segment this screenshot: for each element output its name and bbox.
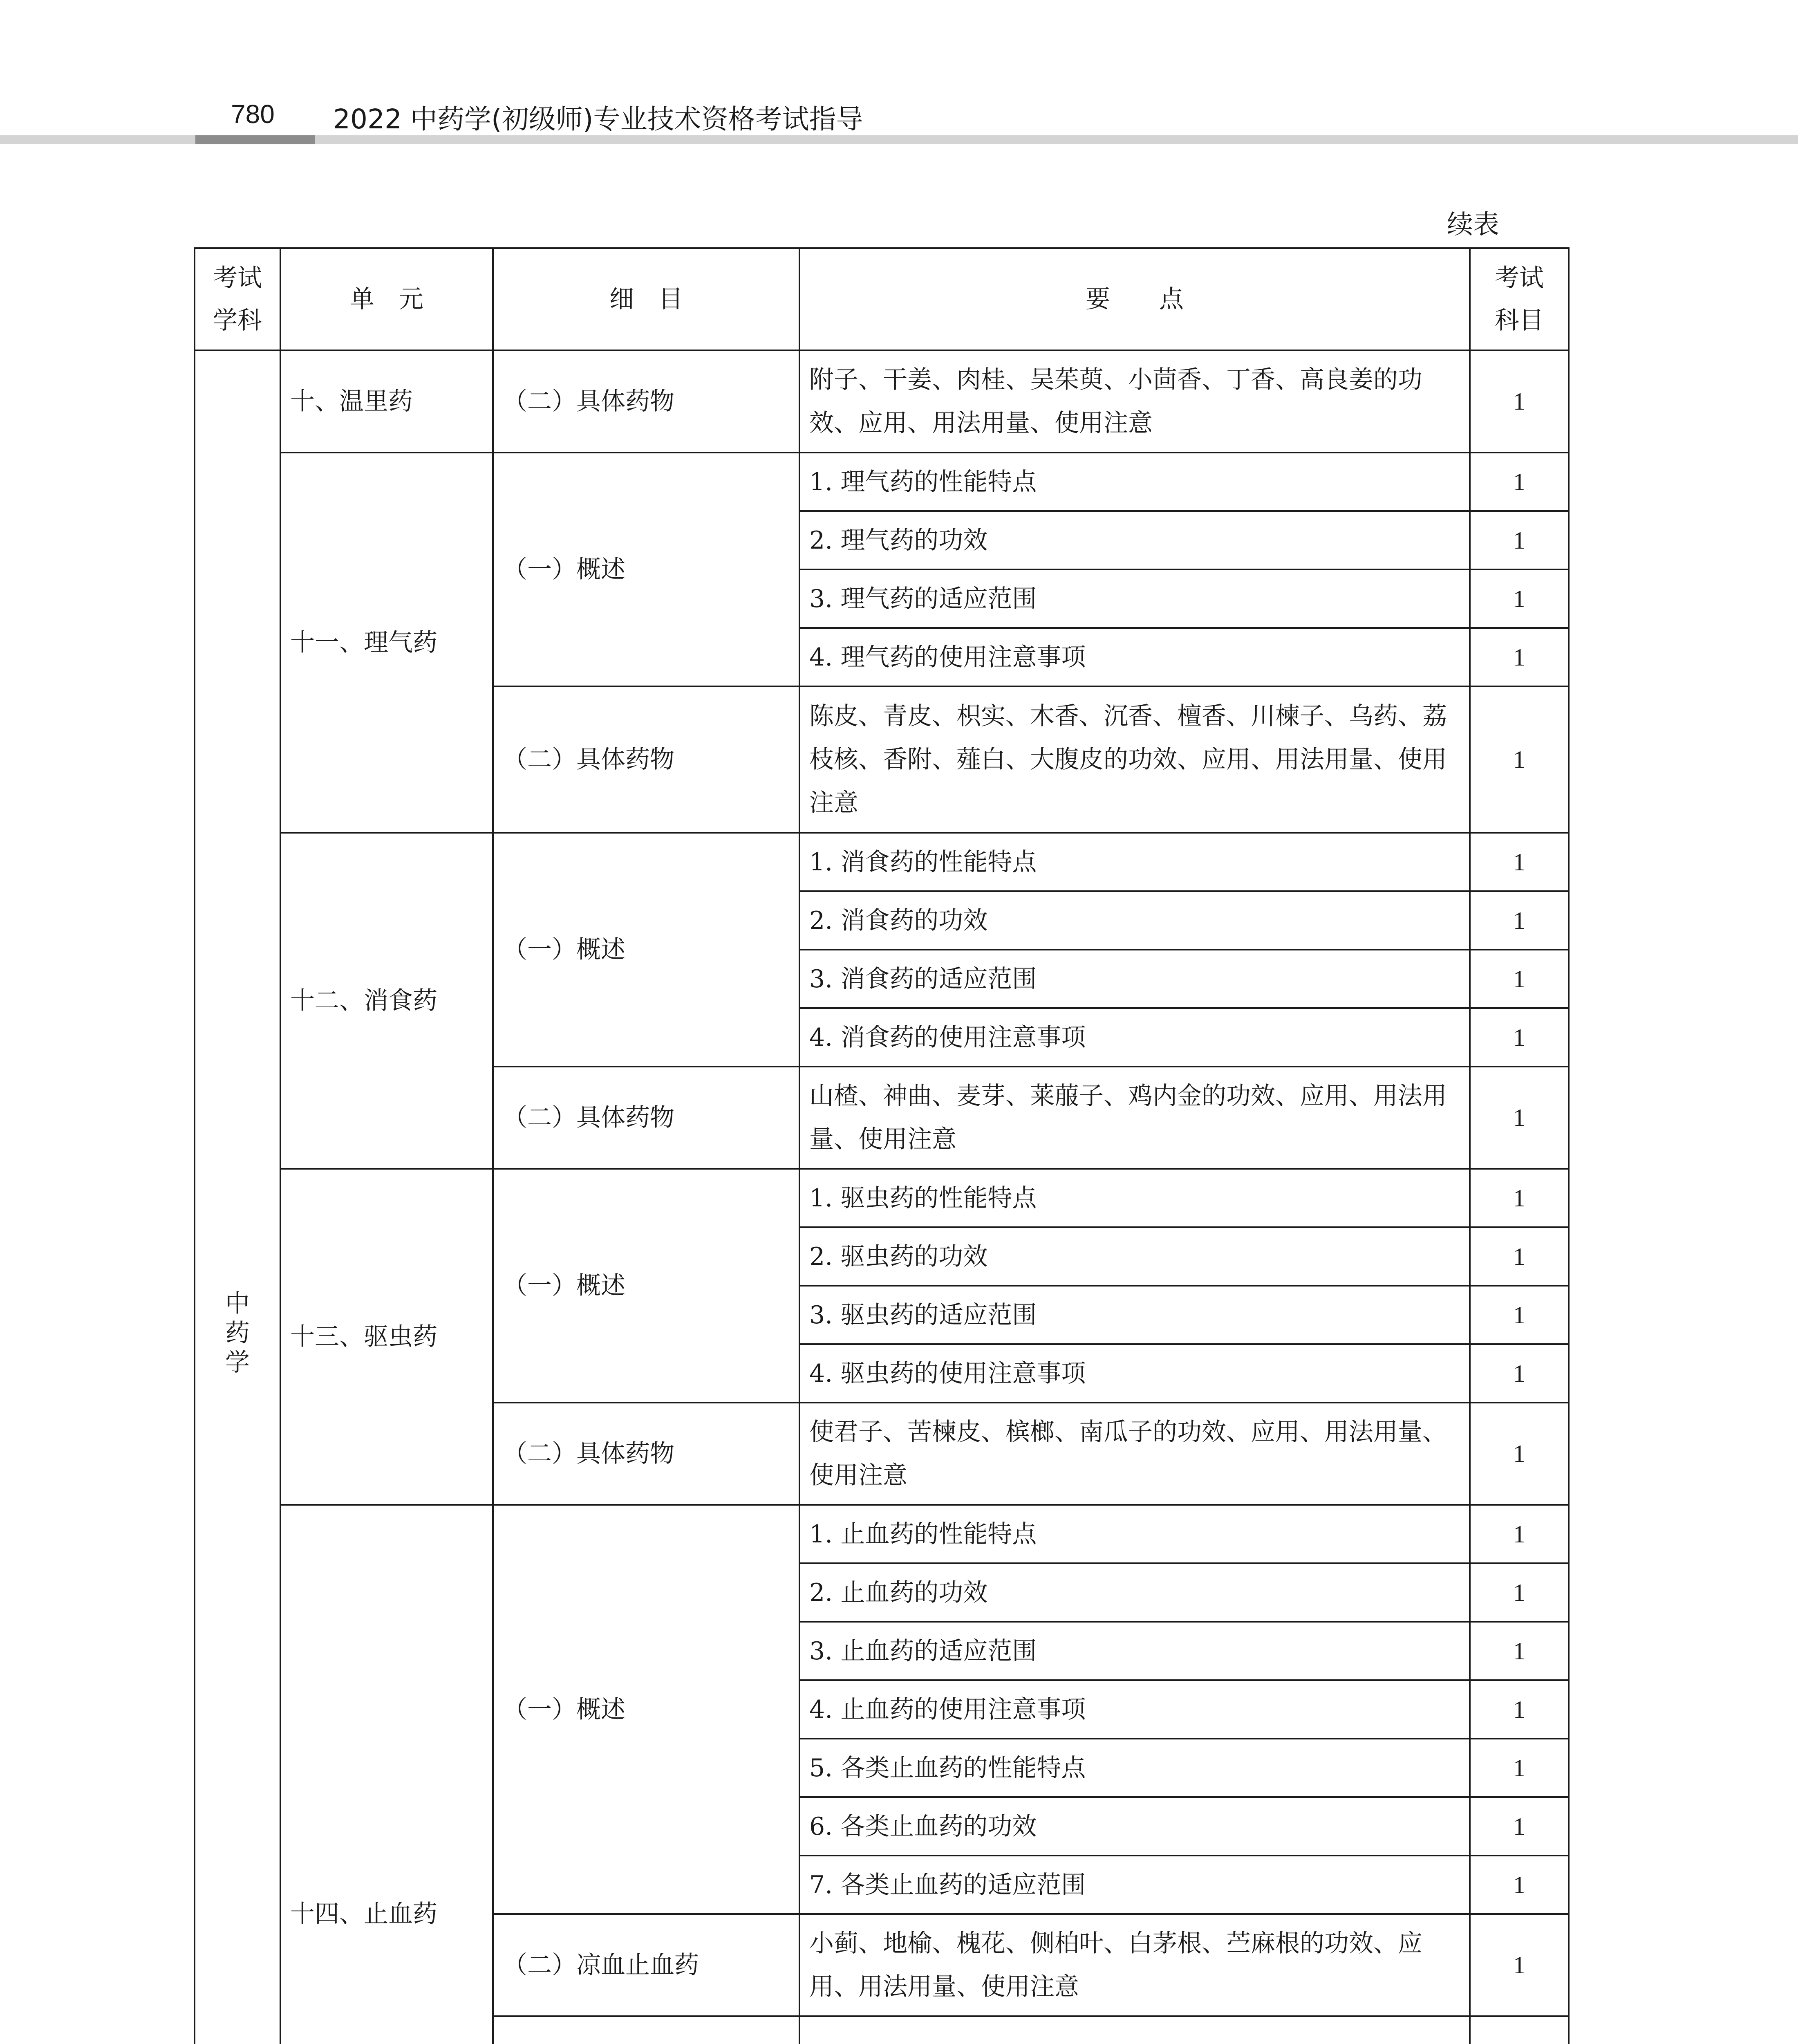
table-row — [195, 1169, 1569, 1227]
point-cell: 小蓟、地榆、槐花、侧柏叶、白茅根、苎麻根的功效、应用、用法用量、使用注意 — [799, 1914, 1470, 2016]
column-header-item: 细 目 — [493, 248, 799, 350]
level-cell: 1 — [1470, 569, 1569, 628]
point-cell: 附子、干姜、肉桂、吴茱萸、小茴香、丁香、高良姜的功效、应用、用法用量、使用注意 — [799, 350, 1470, 453]
column-header-unit: 单 元 — [280, 248, 493, 350]
point-cell: 7. 各类止血药的适应范围 — [799, 1856, 1470, 1914]
point-cell: 1. 止血药的性能特点 — [799, 1505, 1470, 1563]
item-cell: （一）概述 — [493, 453, 799, 686]
unit-cell: 十三、驱虫药 — [280, 1169, 493, 1505]
point-cell: 3. 消食药的适应范围 — [799, 950, 1470, 1008]
running-title: 2022 中药学(初级师)专业技术资格考试指导 — [333, 103, 863, 135]
level-cell: 1 — [1470, 1680, 1569, 1739]
unit-cell: 十二、消食药 — [280, 833, 493, 1169]
level-cell: 1 — [1470, 1008, 1569, 1067]
level-cell: 1 — [1470, 1227, 1569, 1286]
item-cell: （一）概述 — [493, 1169, 799, 1403]
column-header-subject: 考试学科 — [195, 248, 280, 350]
level-cell: 1 — [1470, 1563, 1569, 1622]
level-cell: 1 — [1470, 1914, 1569, 2016]
point-cell: 3. 止血药的适应范围 — [799, 1622, 1470, 1680]
table-row — [195, 453, 1569, 511]
point-cell: 2. 理气药的功效 — [799, 511, 1470, 569]
level-cell: 1 — [1470, 511, 1569, 569]
level-cell: 1 — [1470, 1856, 1569, 1914]
table-row — [195, 350, 1569, 453]
point-cell: 5. 各类止血药的性能特点 — [799, 1739, 1470, 1797]
point-cell: 6. 各类止血药的功效 — [799, 1797, 1470, 1856]
level-cell: 1 — [1470, 1622, 1569, 1680]
level-cell: 1 — [1470, 1505, 1569, 1563]
column-header-point: 要 点 — [799, 248, 1470, 350]
table-row — [195, 833, 1569, 891]
level-cell: 1 — [1470, 833, 1569, 891]
column-header-level: 考试科目 — [1470, 248, 1569, 350]
page-number: 780 — [231, 99, 275, 129]
level-cell: 1 — [1470, 891, 1569, 950]
level-cell: 1 — [1470, 1286, 1569, 1344]
unit-cell: 十四、止血药 — [280, 1505, 493, 2044]
level-cell: 1 — [1470, 1169, 1569, 1227]
subject-label: 中药学 — [225, 1289, 250, 1377]
table-header-row — [195, 248, 1569, 350]
level-cell: 1 — [1470, 686, 1569, 833]
point-cell: 2. 消食药的功效 — [799, 891, 1470, 950]
point-cell: 1. 消食药的性能特点 — [799, 833, 1470, 891]
subject-cell — [195, 350, 280, 2044]
item-cell: （二）具体药物 — [493, 686, 799, 833]
item-cell: （一）概述 — [493, 833, 799, 1067]
point-cell: 1. 驱虫药的性能特点 — [799, 1169, 1470, 1227]
level-cell: 1 — [1470, 1403, 1569, 1505]
item-cell: （一）概述 — [493, 1505, 799, 1914]
level-cell: 1 — [1470, 628, 1569, 686]
point-cell: 1. 理气药的性能特点 — [799, 453, 1470, 511]
syllabus-table — [194, 247, 1570, 2044]
point-cell: 陈皮、青皮、枳实、木香、沉香、檀香、川楝子、乌药、荔枝核、香附、薤白、大腹皮的功效、应用、用法用量、使用注意 — [799, 686, 1470, 833]
header-rule-accent — [195, 135, 315, 144]
level-cell: 1 — [1470, 1739, 1569, 1797]
item-cell: （二）具体药物 — [493, 1403, 799, 1505]
level-cell: 1 — [1470, 1067, 1569, 1169]
point-cell: 3. 驱虫药的适应范围 — [799, 1286, 1470, 1344]
point-cell — [799, 2016, 1470, 2044]
item-cell: （二）凉血止血药 — [493, 1914, 799, 2016]
point-cell: 山楂、神曲、麦芽、莱菔子、鸡内金的功效、应用、用法用量、使用注意 — [799, 1067, 1470, 1169]
point-cell: 使君子、苦楝皮、槟榔、南瓜子的功效、应用、用法用量、使用注意 — [799, 1403, 1470, 1505]
point-cell: 2. 驱虫药的功效 — [799, 1227, 1470, 1286]
level-cell: 1 — [1470, 453, 1569, 511]
level-cell — [1470, 2016, 1569, 2044]
continued-table-label: 续表 — [1447, 210, 1499, 240]
item-cell: （二）具体药物 — [493, 1067, 799, 1169]
level-cell: 1 — [1470, 350, 1569, 453]
unit-cell: 十、温里药 — [280, 350, 493, 453]
level-cell: 1 — [1470, 1797, 1569, 1856]
point-cell: 4. 止血药的使用注意事项 — [799, 1680, 1470, 1739]
item-cell: （二）具体药物 — [493, 350, 799, 453]
level-cell: 1 — [1470, 950, 1569, 1008]
table-row — [195, 1505, 1569, 1563]
point-cell: 4. 理气药的使用注意事项 — [799, 628, 1470, 686]
point-cell: 2. 止血药的功效 — [799, 1563, 1470, 1622]
table-body — [195, 350, 1569, 2044]
point-cell: 4. 消食药的使用注意事项 — [799, 1008, 1470, 1067]
item-cell — [493, 2016, 799, 2044]
level-cell: 1 — [1470, 1344, 1569, 1403]
unit-cell: 十一、理气药 — [280, 453, 493, 833]
point-cell: 4. 驱虫药的使用注意事项 — [799, 1344, 1470, 1403]
point-cell: 3. 理气药的适应范围 — [799, 569, 1470, 628]
